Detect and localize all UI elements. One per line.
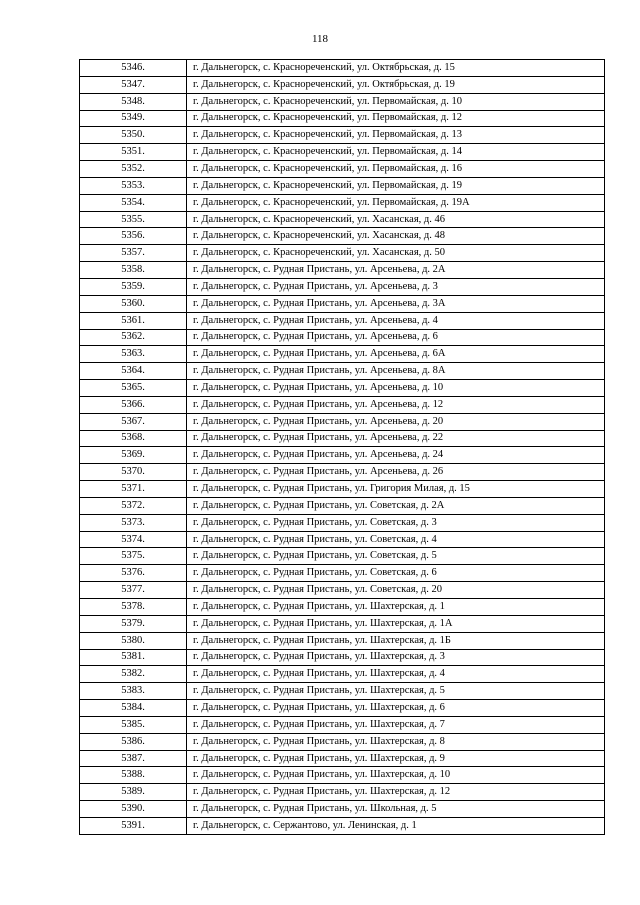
row-number: 5349. bbox=[80, 110, 187, 127]
table-row bbox=[80, 93, 605, 110]
row-address: г. Дальнегорск, с. Сержантово, ул. Ленинская, д. 1 bbox=[187, 817, 605, 834]
row-number: 5369. bbox=[80, 447, 187, 464]
table-row bbox=[80, 817, 605, 834]
table-row bbox=[80, 346, 605, 363]
row-address: г. Дальнегорск, с. Краснореченский, ул. Хасанская, д. 48 bbox=[187, 228, 605, 245]
row-address: г. Дальнегорск, с. Рудная Пристань, ул. Шахтерская, д. 9 bbox=[187, 750, 605, 767]
row-number: 5382. bbox=[80, 666, 187, 683]
row-address: г. Дальнегорск, с. Рудная Пристань, ул. Шахтерская, д. 12 bbox=[187, 784, 605, 801]
row-number: 5373. bbox=[80, 514, 187, 531]
row-address: г. Дальнегорск, с. Рудная Пристань, ул. Советская, д. 2А bbox=[187, 497, 605, 514]
row-address: г. Дальнегорск, с. Рудная Пристань, ул. Советская, д. 5 bbox=[187, 548, 605, 565]
table-row bbox=[80, 413, 605, 430]
row-number: 5361. bbox=[80, 312, 187, 329]
row-number: 5346. bbox=[80, 60, 187, 77]
row-number: 5388. bbox=[80, 767, 187, 784]
row-number: 5389. bbox=[80, 784, 187, 801]
table-row bbox=[80, 683, 605, 700]
row-address: г. Дальнегорск, с. Краснореченский, ул. Октябрьская, д. 19 bbox=[187, 76, 605, 93]
address-table-body bbox=[80, 60, 605, 835]
table-row bbox=[80, 767, 605, 784]
table-row bbox=[80, 177, 605, 194]
table-row bbox=[80, 211, 605, 228]
table-row bbox=[80, 716, 605, 733]
row-address: г. Дальнегорск, с. Рудная Пристань, ул. Арсеньева, д. 22 bbox=[187, 430, 605, 447]
table-row bbox=[80, 700, 605, 717]
table-row bbox=[80, 228, 605, 245]
row-number: 5359. bbox=[80, 278, 187, 295]
row-address: г. Дальнегорск, с. Краснореченский, ул. Первомайская, д. 19А bbox=[187, 194, 605, 211]
table-row bbox=[80, 649, 605, 666]
row-address: г. Дальнегорск, с. Рудная Пристань, ул. Шахтерская, д. 3 bbox=[187, 649, 605, 666]
row-address: г. Дальнегорск, с. Краснореченский, ул. Октябрьская, д. 15 bbox=[187, 60, 605, 77]
row-number: 5348. bbox=[80, 93, 187, 110]
row-address: г. Дальнегорск, с. Рудная Пристань, ул. Арсеньева, д. 6 bbox=[187, 329, 605, 346]
table-row bbox=[80, 582, 605, 599]
row-address: г. Дальнегорск, с. Рудная Пристань, ул. Шахтерская, д. 8 bbox=[187, 733, 605, 750]
table-row bbox=[80, 514, 605, 531]
table-row bbox=[80, 396, 605, 413]
row-number: 5353. bbox=[80, 177, 187, 194]
table-row bbox=[80, 363, 605, 380]
row-address: г. Дальнегорск, с. Рудная Пристань, ул. Арсеньева, д. 26 bbox=[187, 464, 605, 481]
row-address: г. Дальнегорск, с. Рудная Пристань, ул. Советская, д. 6 bbox=[187, 565, 605, 582]
row-number: 5363. bbox=[80, 346, 187, 363]
row-address: г. Дальнегорск, с. Рудная Пристань, ул. Арсеньева, д. 2А bbox=[187, 262, 605, 279]
page-number: 118 bbox=[311, 33, 329, 45]
row-address: г. Дальнегорск, с. Рудная Пристань, ул. Шахтерская, д. 1 bbox=[187, 599, 605, 616]
row-number: 5368. bbox=[80, 430, 187, 447]
row-number: 5380. bbox=[80, 632, 187, 649]
row-number: 5355. bbox=[80, 211, 187, 228]
table-row bbox=[80, 295, 605, 312]
row-number: 5350. bbox=[80, 127, 187, 144]
row-address: г. Дальнегорск, с. Рудная Пристань, ул. Советская, д. 4 bbox=[187, 531, 605, 548]
row-address: г. Дальнегорск, с. Рудная Пристань, ул. Арсеньева, д. 12 bbox=[187, 396, 605, 413]
row-address: г. Дальнегорск, с. Рудная Пристань, ул. Арсеньева, д. 3А bbox=[187, 295, 605, 312]
row-number: 5352. bbox=[80, 161, 187, 178]
table-row bbox=[80, 548, 605, 565]
row-address: г. Дальнегорск, с. Рудная Пристань, ул. Арсеньева, д. 8А bbox=[187, 363, 605, 380]
table-row bbox=[80, 430, 605, 447]
table-row bbox=[80, 144, 605, 161]
row-address: г. Дальнегорск, с. Рудная Пристань, ул. Шахтерская, д. 1А bbox=[187, 615, 605, 632]
row-number: 5366. bbox=[80, 396, 187, 413]
row-address: г. Дальнегорск, с. Рудная Пристань, ул. Шахтерская, д. 6 bbox=[187, 700, 605, 717]
row-address: г. Дальнегорск, с. Рудная Пристань, ул. Арсеньева, д. 3 bbox=[187, 278, 605, 295]
row-address: г. Дальнегорск, с. Краснореченский, ул. Первомайская, д. 14 bbox=[187, 144, 605, 161]
row-address: г. Дальнегорск, с. Краснореченский, ул. Первомайская, д. 16 bbox=[187, 161, 605, 178]
table-row bbox=[80, 127, 605, 144]
address-table bbox=[79, 59, 605, 835]
table-row bbox=[80, 666, 605, 683]
table-row bbox=[80, 750, 605, 767]
row-number: 5365. bbox=[80, 380, 187, 397]
table-row bbox=[80, 531, 605, 548]
row-address: г. Дальнегорск, с. Рудная Пристань, ул. Шахтерская, д. 4 bbox=[187, 666, 605, 683]
table-row bbox=[80, 262, 605, 279]
row-number: 5371. bbox=[80, 481, 187, 498]
row-number: 5360. bbox=[80, 295, 187, 312]
table-row bbox=[80, 312, 605, 329]
row-address: г. Дальнегорск, с. Рудная Пристань, ул. Советская, д. 3 bbox=[187, 514, 605, 531]
row-number: 5375. bbox=[80, 548, 187, 565]
table-row bbox=[80, 497, 605, 514]
table-row bbox=[80, 329, 605, 346]
table-row bbox=[80, 565, 605, 582]
table-row bbox=[80, 481, 605, 498]
row-number: 5370. bbox=[80, 464, 187, 481]
row-number: 5381. bbox=[80, 649, 187, 666]
row-address: г. Дальнегорск, с. Рудная Пристань, ул. Арсеньева, д. 20 bbox=[187, 413, 605, 430]
row-number: 5351. bbox=[80, 144, 187, 161]
table-row bbox=[80, 733, 605, 750]
row-number: 5379. bbox=[80, 615, 187, 632]
row-address: г. Дальнегорск, с. Краснореченский, ул. Первомайская, д. 10 bbox=[187, 93, 605, 110]
row-address: г. Дальнегорск, с. Рудная Пристань, ул. Школьная, д. 5 bbox=[187, 801, 605, 818]
row-number: 5357. bbox=[80, 245, 187, 262]
row-number: 5367. bbox=[80, 413, 187, 430]
row-address: г. Дальнегорск, с. Рудная Пристань, ул. Шахтерская, д. 10 bbox=[187, 767, 605, 784]
row-number: 5383. bbox=[80, 683, 187, 700]
row-address: г. Дальнегорск, с. Рудная Пристань, ул. Арсеньева, д. 10 bbox=[187, 380, 605, 397]
row-address: г. Дальнегорск, с. Рудная Пристань, ул. Советская, д. 20 bbox=[187, 582, 605, 599]
row-address: г. Дальнегорск, с. Рудная Пристань, ул. Шахтерская, д. 1Б bbox=[187, 632, 605, 649]
row-number: 5384. bbox=[80, 700, 187, 717]
row-number: 5390. bbox=[80, 801, 187, 818]
row-number: 5347. bbox=[80, 76, 187, 93]
table-row bbox=[80, 194, 605, 211]
table-row bbox=[80, 110, 605, 127]
row-number: 5376. bbox=[80, 565, 187, 582]
row-number: 5385. bbox=[80, 716, 187, 733]
row-number: 5386. bbox=[80, 733, 187, 750]
table-row bbox=[80, 784, 605, 801]
table-row bbox=[80, 245, 605, 262]
row-address: г. Дальнегорск, с. Краснореченский, ул. Первомайская, д. 13 bbox=[187, 127, 605, 144]
row-address: г. Дальнегорск, с. Рудная Пристань, ул. Шахтерская, д. 7 bbox=[187, 716, 605, 733]
table-row bbox=[80, 632, 605, 649]
row-number: 5356. bbox=[80, 228, 187, 245]
row-address: г. Дальнегорск, с. Рудная Пристань, ул. Шахтерская, д. 5 bbox=[187, 683, 605, 700]
row-address: г. Дальнегорск, с. Краснореченский, ул. Первомайская, д. 12 bbox=[187, 110, 605, 127]
table-row bbox=[80, 615, 605, 632]
row-address: г. Дальнегорск, с. Рудная Пристань, ул. Григория Милая, д. 15 bbox=[187, 481, 605, 498]
table-row bbox=[80, 76, 605, 93]
row-number: 5387. bbox=[80, 750, 187, 767]
table-row bbox=[80, 380, 605, 397]
row-number: 5354. bbox=[80, 194, 187, 211]
row-number: 5362. bbox=[80, 329, 187, 346]
row-address: г. Дальнегорск, с. Краснореченский, ул. Первомайская, д. 19 bbox=[187, 177, 605, 194]
table-row bbox=[80, 447, 605, 464]
row-number: 5374. bbox=[80, 531, 187, 548]
row-address: г. Дальнегорск, с. Рудная Пристань, ул. Арсеньева, д. 24 bbox=[187, 447, 605, 464]
row-number: 5358. bbox=[80, 262, 187, 279]
row-address: г. Дальнегорск, с. Краснореченский, ул. Хасанская, д. 50 bbox=[187, 245, 605, 262]
row-address: г. Дальнегорск, с. Краснореченский, ул. Хасанская, д. 46 bbox=[187, 211, 605, 228]
table-row bbox=[80, 599, 605, 616]
row-number: 5364. bbox=[80, 363, 187, 380]
row-number: 5377. bbox=[80, 582, 187, 599]
row-number: 5372. bbox=[80, 497, 187, 514]
row-address: г. Дальнегорск, с. Рудная Пристань, ул. Арсеньева, д. 6А bbox=[187, 346, 605, 363]
table-row bbox=[80, 464, 605, 481]
table-row bbox=[80, 60, 605, 77]
row-address: г. Дальнегорск, с. Рудная Пристань, ул. Арсеньева, д. 4 bbox=[187, 312, 605, 329]
table-row bbox=[80, 278, 605, 295]
table-row bbox=[80, 801, 605, 818]
table-row bbox=[80, 161, 605, 178]
row-number: 5378. bbox=[80, 599, 187, 616]
row-number: 5391. bbox=[80, 817, 187, 834]
